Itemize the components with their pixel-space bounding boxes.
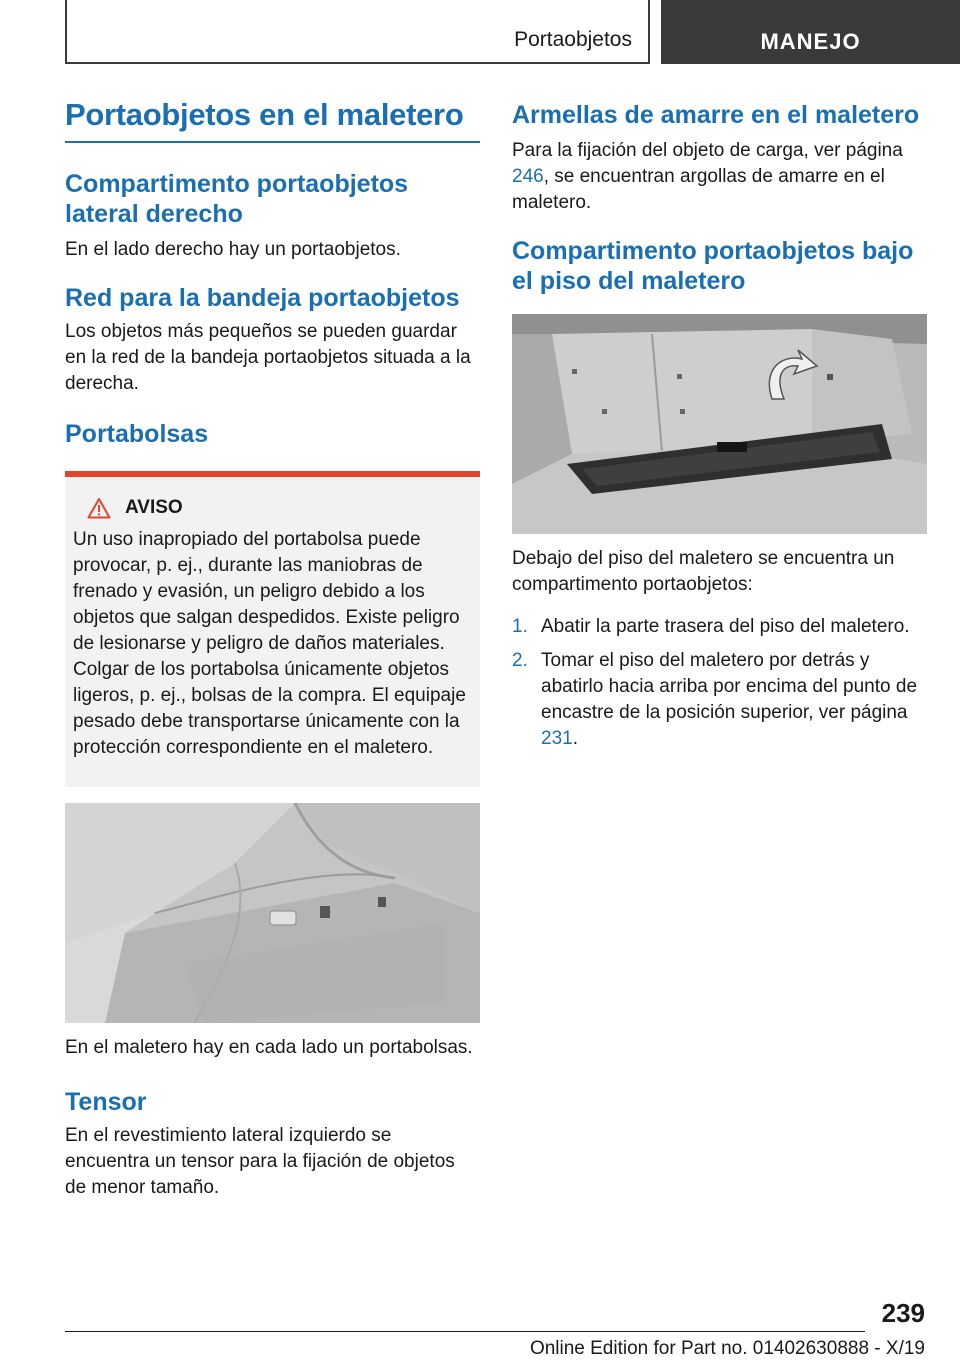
- list-item: [512, 614, 927, 640]
- header-section-title: Portaobjetos: [514, 28, 632, 51]
- step-text-post: .: [572, 728, 578, 749]
- step-number: 2.: [512, 650, 528, 671]
- text-side-compartment: En el lado derecho hay un portaobjetos.: [65, 239, 401, 261]
- step-text-pre: Tomar el piso del maletero por detrás y abatirlo hacia arriba por encima del punto de encastre de la posición superior, ver página: [541, 650, 918, 723]
- heading-bag-hooks: Portabolsas: [65, 420, 209, 449]
- left-column: [65, 96, 480, 1201]
- text-tie-down: [512, 138, 927, 216]
- warning-triangle-icon: [87, 497, 111, 519]
- list-item: [512, 648, 927, 752]
- warning-title: AVISO: [125, 497, 183, 519]
- warning-box: [65, 471, 480, 787]
- heading-net: Red para la bandeja portaobjetos: [65, 284, 460, 313]
- step-number: 1.: [512, 616, 528, 637]
- steps-list: [512, 614, 927, 752]
- text-tensor: En el revestimiento lateral izquierdo se encuentra un tensor para la fijación de objetos de menor tamaño.: [65, 1125, 455, 1199]
- text-net: Los objetos más pequeños se pueden guardar en la red de la bandeja portaobjetos situada a la derecha.: [65, 321, 471, 395]
- bag-hook-caption: En el maletero hay en cada lado un portabolsas.: [65, 1037, 473, 1059]
- title-rule: [65, 141, 480, 143]
- text-tie-down-post: , se encuentran argollas de amarre en el maletero.: [512, 166, 885, 213]
- page-link-231[interactable]: 231: [541, 728, 573, 749]
- warning-text: Un uso inapropiado del portabolsa puede provocar, p. ej., durante las maniobras de frenado y evasión, un peligro debido a los objetos que salgan despedidos. Existe peligro de lesionarse y peligro de daños materiales. Colgar de los portabolsa únicamente objetos ligeros, p. ej., bolsas de la compra. El equipaje pesado debe transportarse únicamente con la protección correspondiente en el maletero.: [73, 529, 466, 759]
- page-link-246[interactable]: 246: [512, 166, 544, 187]
- header-box: [65, 0, 650, 64]
- step-text: [541, 648, 927, 752]
- page-title: Portaobjetos en el maletero: [65, 97, 464, 132]
- bag-hook-photo: [65, 803, 480, 1023]
- text-tie-down-pre: Para la fijación del objeto de carga, ver página: [512, 140, 903, 161]
- page-number: 239: [881, 1298, 925, 1328]
- right-column: [512, 100, 927, 760]
- underfloor-caption: Debajo del piso del maletero se encuentra un compartimento portaobjetos:: [512, 548, 895, 595]
- heading-tensor: Tensor: [65, 1088, 147, 1117]
- step-text: Abatir la parte trasera del piso del maletero.: [541, 616, 910, 637]
- heading-side-compartment: Compartimento portaobjetos lateral derecho: [65, 170, 409, 229]
- heading-tie-down: Armellas de amarre en el maletero: [512, 101, 920, 129]
- footer-rule: [65, 1331, 865, 1332]
- header-chapter-tab: MANEJO: [661, 0, 960, 64]
- footer-edition: Online Edition for Part no. 01402630888 - X/19: [529, 1338, 925, 1359]
- warning-header: [73, 497, 472, 519]
- heading-underfloor: Compartimento portaobjetos bajo el piso del maletero: [512, 237, 914, 295]
- underfloor-photo: [512, 314, 927, 534]
